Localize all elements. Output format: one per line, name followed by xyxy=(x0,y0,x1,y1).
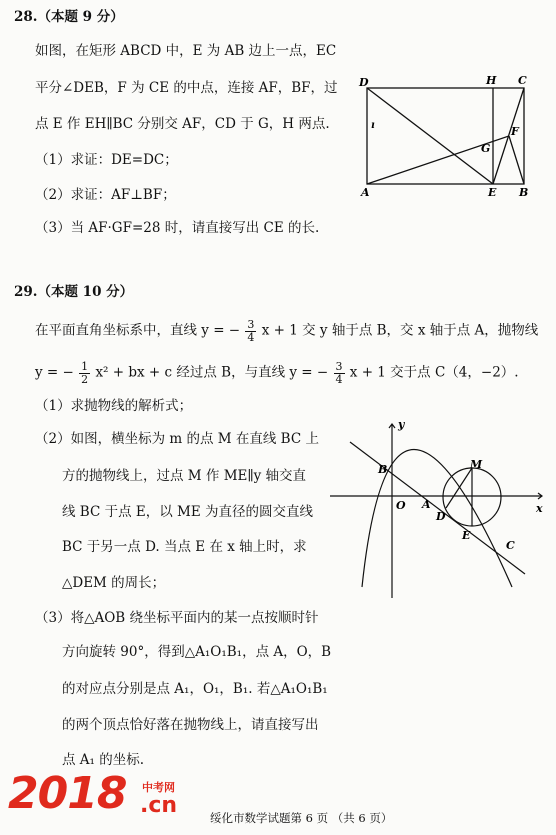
label-o: O xyxy=(396,499,406,512)
label-c: C xyxy=(506,539,515,552)
label-y-axis: y xyxy=(398,418,405,431)
q29-line2-mid: x² + bx + c 经过点 B，与直线 y = − xyxy=(95,364,329,381)
rectangle-abcd xyxy=(367,88,524,184)
label-b: B xyxy=(378,463,388,476)
q29-part3-line2: 方向旋转 90°，得到△A₁O₁B₁，点 A，O，B xyxy=(62,644,332,660)
segment-bf xyxy=(509,136,524,184)
label-x-axis: x xyxy=(536,502,543,515)
label-h: H xyxy=(486,74,497,87)
q29-line1 xyxy=(35,319,538,343)
watermark-logo xyxy=(8,768,126,819)
q28-line3: 点 E 作 EH∥BC 分别交 AF，CD 于 G，H 两点. xyxy=(35,116,330,132)
stray-mark: ı xyxy=(371,120,375,131)
q29-line2 xyxy=(35,361,519,385)
q28-rectangle-figure xyxy=(355,70,540,200)
fraction-three-quarters-2: $\frac{3}{4}$ xyxy=(335,360,343,386)
q29-line1-end: x + 1 交 y 轴于点 B，交 x 轴于点 A，抛物线 xyxy=(261,322,539,339)
watermark-domain: .cn xyxy=(140,793,178,818)
label-m: M xyxy=(470,458,483,471)
label-d: D xyxy=(359,76,369,89)
q29-part2-line5: △DEM 的周长； xyxy=(62,575,166,591)
q29-part2-line2: 方的抛物线上，过点 M 作 ME∥y 轴交直 xyxy=(62,468,307,484)
page-footer: 绥化市数学试题第 6 页 （共 6 页） xyxy=(210,811,393,825)
q28-header: 28.（本题 9 分） xyxy=(14,9,124,25)
q29-part3-line5: 点 A₁ 的坐标. xyxy=(62,752,145,768)
q29-part1: （1）求抛物线的解析式； xyxy=(35,398,193,414)
q29-coordinate-figure xyxy=(322,412,550,602)
label-d: D xyxy=(436,510,446,523)
watermark-site-name: 中考网 xyxy=(142,781,175,794)
segment-de xyxy=(367,88,493,184)
q29-header: 29.（本题 10 分） xyxy=(14,284,134,300)
label-a: A xyxy=(422,498,431,511)
fraction-three-quarters: $\frac{3}{4}$ xyxy=(247,318,255,344)
q29-line2-end: x + 1 交于点 C（4，−2）. xyxy=(349,364,519,381)
q29-part3-line3: 的对应点分别是点 A₁，O₁，B₁. 若△A₁O₁B₁ xyxy=(62,681,328,697)
q29-line1-start: 在平面直角坐标系中，直线 y = − xyxy=(35,322,241,339)
q28-part3: （3）当 AF·GF=28 时，请直接写出 CE 的长. xyxy=(35,220,320,236)
label-f: F xyxy=(511,125,519,138)
label-a: A xyxy=(361,186,370,199)
q29-part2-line1: （2）如图，横坐标为 m 的点 M 在直线 BC 上 xyxy=(35,431,319,447)
q29-part3-line4: 的两个顶点恰好落在抛物线上，请直接写出 xyxy=(62,717,319,733)
label-c: C xyxy=(518,74,527,87)
q28-line1: 如图，在矩形 ABCD 中，E 为 AB 边上一点，EC xyxy=(35,43,337,59)
q29-line2-start: y = − xyxy=(35,364,74,381)
q29-part2-line4: BC 于另一点 D. 当点 E 在 x 轴上时，求 xyxy=(62,539,307,555)
fraction-one-half: $\frac{1}{2}$ xyxy=(81,360,89,386)
q28-line2: 平分∠DEB，F 为 CE 的中点，连接 AF，BF，过 xyxy=(35,80,338,96)
q29-part2-line3: 线 BC 于点 E，以 ME 为直径的圆交直线 xyxy=(62,504,313,520)
label-b: B xyxy=(519,186,529,199)
q29-part3-line1: （3）将△AOB 绕坐标平面内的某一点按顺时针 xyxy=(35,610,319,626)
label-e: E xyxy=(488,186,497,199)
label-e: E xyxy=(462,529,471,542)
q28-part1: （1）求证：DE=DC； xyxy=(35,152,178,168)
q28-part2: （2）求证：AF⊥BF； xyxy=(35,187,176,203)
watermark-number: 2018 xyxy=(8,768,127,819)
label-g: G xyxy=(481,142,491,155)
